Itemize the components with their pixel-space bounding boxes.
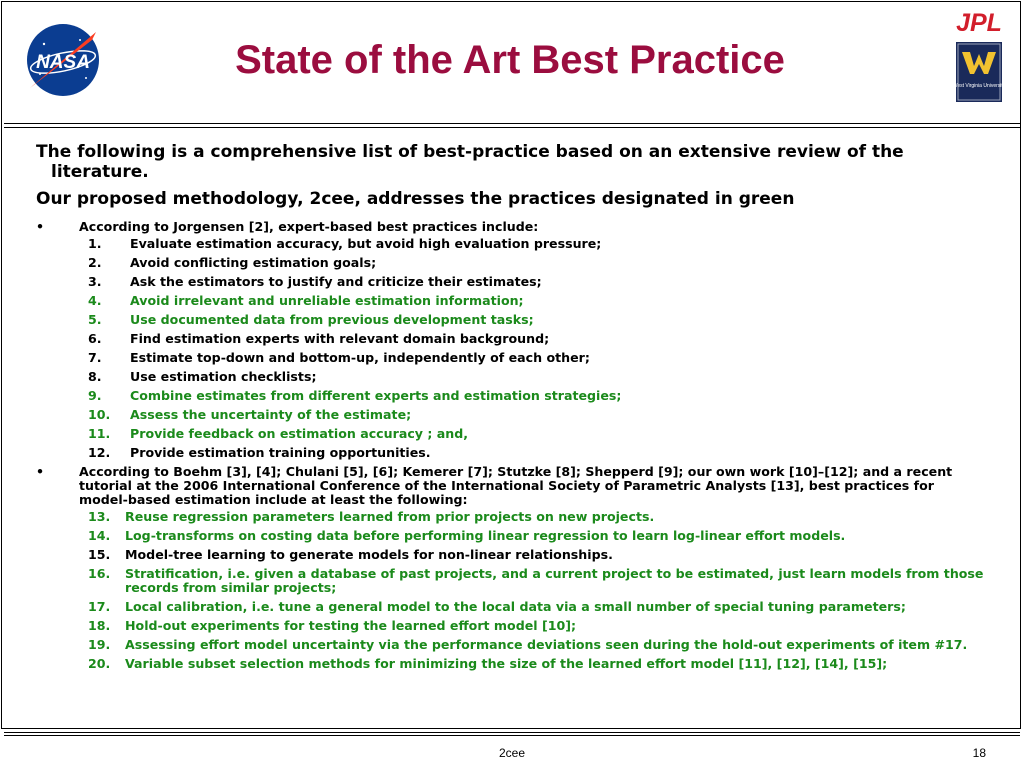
practice-text: Evaluate estimation accuracy, but avoid high evaluation pressure; <box>130 236 602 251</box>
practice-item <box>36 370 986 384</box>
practice-number: 1. <box>88 236 102 251</box>
practice-number: 11. <box>88 426 111 441</box>
bullet-dot: • <box>36 219 45 234</box>
practice-item <box>36 548 986 562</box>
header-rule-top <box>4 123 1020 124</box>
practice-text: Provide estimation training opportunities. <box>130 445 431 460</box>
practice-number: 2. <box>88 255 102 270</box>
practice-text: Hold-out experiments for testing the learned effort model [10]; <box>125 618 577 633</box>
practice-number: 17. <box>88 599 111 614</box>
practice-item <box>36 638 986 652</box>
jorgensen-practice-list <box>36 237 986 460</box>
practice-text: Find estimation experts with relevant domain background; <box>130 331 550 346</box>
jpl-text: JPL <box>956 9 1002 37</box>
header-rule-bottom <box>4 127 1020 128</box>
slide-title: State of the Art Best Practice <box>235 38 785 82</box>
practice-item <box>36 657 986 671</box>
practice-number: 7. <box>88 350 102 365</box>
practice-number: 13. <box>88 509 111 524</box>
wvu-logo <box>952 42 1006 102</box>
bullet-boehm <box>36 465 986 507</box>
jpl-logo <box>941 9 1017 35</box>
practice-text: Avoid conflicting estimation goals; <box>130 255 377 270</box>
practice-text: Assessing effort model uncertainty via the performance deviations seen during the hold-out experiments of item #17. <box>125 637 968 652</box>
practice-number: 15. <box>88 547 111 562</box>
practice-number: 8. <box>88 369 102 384</box>
practice-item <box>36 237 986 251</box>
nasa-text: NASA <box>36 52 90 73</box>
practice-number: 19. <box>88 637 111 652</box>
practice-text: Estimate top-down and bottom-up, independently of each other; <box>130 350 590 365</box>
practice-text: Ask the estimators to justify and criticize their estimates; <box>130 274 542 289</box>
bullet-jorgensen-text: According to Jorgensen [2], expert-based best practices include: <box>79 219 539 234</box>
footer-rule-top <box>4 732 1020 733</box>
footer-label: 2cee <box>498 746 526 760</box>
practice-item <box>36 275 986 289</box>
practice-number: 12. <box>88 445 111 460</box>
practice-text: Provide feedback on estimation accuracy ; and, <box>130 426 469 441</box>
slide-body <box>36 142 986 676</box>
intro-line-2: Our proposed methodology, 2cee, addresses the practices designated in green <box>36 189 795 209</box>
practice-number: 20. <box>88 656 111 671</box>
practice-text: Combine estimates from different experts and estimation strategies; <box>130 388 622 403</box>
practice-item <box>36 313 986 327</box>
practice-item <box>36 389 986 403</box>
practice-number: 4. <box>88 293 102 308</box>
practice-text: Stratification, i.e. given a database of past projects, and a current project to be estimated, just learn models from those records from similar projects; <box>125 566 984 595</box>
bullet-dot: • <box>36 464 45 479</box>
practice-item <box>36 567 986 595</box>
practice-text: Assess the uncertainty of the estimate; <box>130 407 412 422</box>
footer-rule-bottom <box>4 735 1020 736</box>
practice-item <box>36 427 986 441</box>
practice-number: 5. <box>88 312 102 327</box>
practice-item <box>36 256 986 270</box>
practice-number: 9. <box>88 388 102 403</box>
practice-text: Reuse regression parameters learned from prior projects on new projects. <box>125 509 655 524</box>
practice-item <box>36 600 986 614</box>
practice-item <box>36 446 986 460</box>
practice-number: 6. <box>88 331 102 346</box>
practice-item <box>36 510 986 524</box>
practice-number: 14. <box>88 528 111 543</box>
nasa-logo <box>22 22 104 98</box>
practice-text: Avoid irrelevant and unreliable estimation information; <box>130 293 524 308</box>
practice-text: Local calibration, i.e. tune a general model to the local data via a small number of special tuning parameters; <box>125 599 906 614</box>
bullet-jorgensen <box>36 220 986 234</box>
practice-item <box>36 408 986 422</box>
practice-text: Model-tree learning to generate models for non-linear relationships. <box>125 547 613 562</box>
practice-number: 10. <box>88 407 111 422</box>
practice-item <box>36 529 986 543</box>
practice-number: 18. <box>88 618 111 633</box>
wvu-caption: West Virginia University <box>952 83 1006 89</box>
practice-text: Use estimation checklists; <box>130 369 317 384</box>
practice-text: Log-transforms on costing data before performing linear regression to learn log-linear effort models. <box>125 528 846 543</box>
practice-number: 16. <box>88 566 111 581</box>
practice-item <box>36 619 986 633</box>
intro-line-1: The following is a comprehensive list of best-practice based on an extensive review of the literature. <box>36 142 904 182</box>
practice-item <box>36 294 986 308</box>
practice-text: Use documented data from previous development tasks; <box>130 312 534 327</box>
practice-number: 3. <box>88 274 102 289</box>
practice-item <box>36 351 986 365</box>
practice-text: Variable subset selection methods for minimizing the size of the learned effort model [11], [12], [14], [15]; <box>125 656 888 671</box>
practice-item <box>36 332 986 346</box>
model-practice-list <box>36 510 986 671</box>
bullet-boehm-text: According to Boehm [3], [4]; Chulani [5], [6]; Kemerer [7]; Stutzke [8]; Shepperd [9]; our own work [10]–[12]; and a recent tutorial at the 2006 International Conference of the International Society of Parametric Analysts [13], best practices for model-based estimation include at least the following: <box>79 464 953 507</box>
page-number: 18 <box>972 746 986 760</box>
